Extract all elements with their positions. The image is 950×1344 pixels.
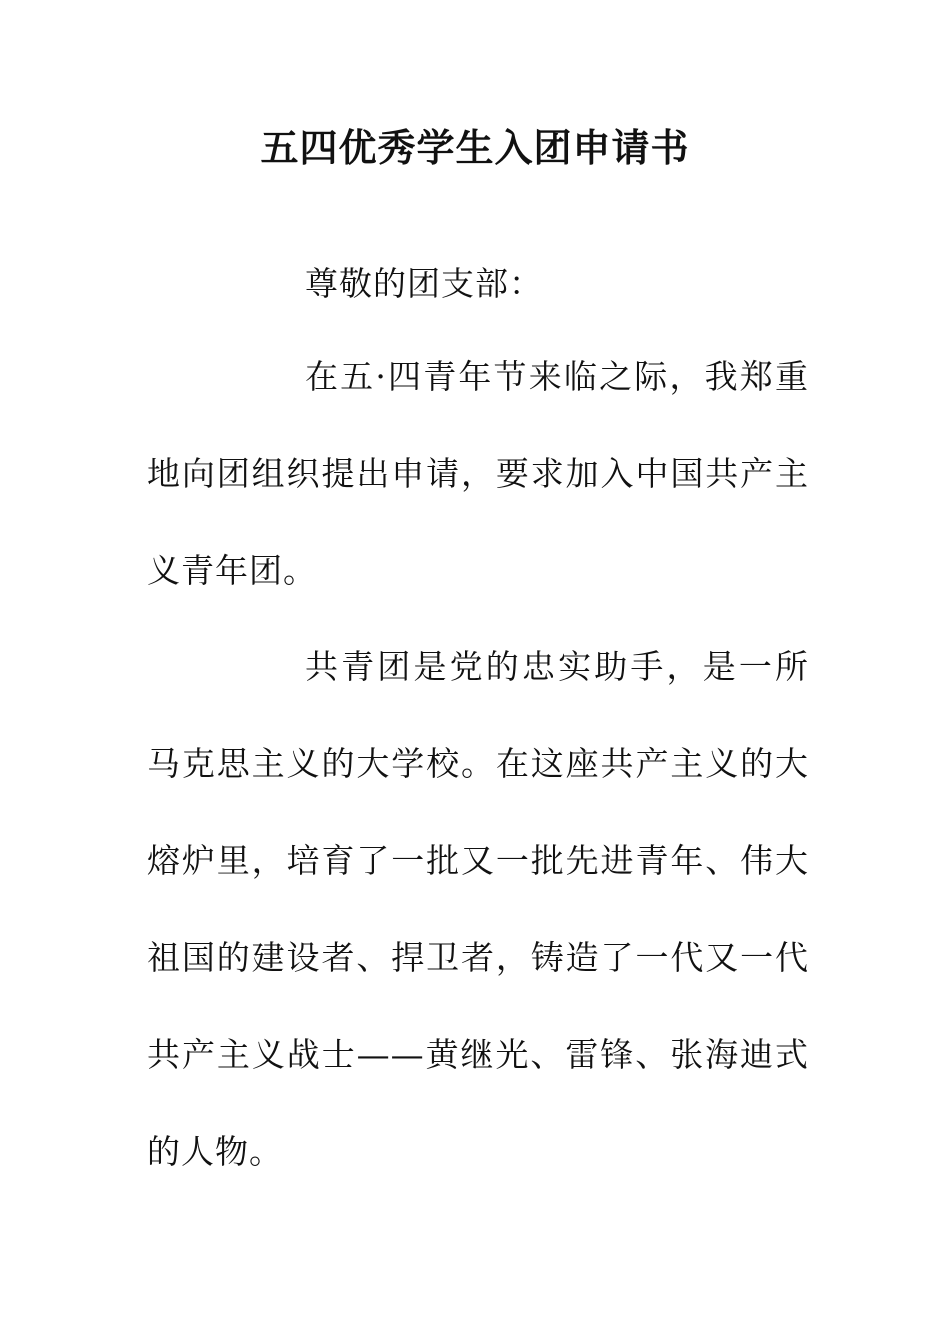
salutation: 尊敬的团支部： (305, 264, 543, 303)
paragraph-league-description: 共青团是党的忠实助手，是一所马克思主义的大学校。在这座共产主义的大熔炉里，培育了一批又一批先进青年、伟大祖国的建设者、捍卫者，铸造了一代又一代共产主义战士——黄继光、雷锋、张海迪式的人物。 (147, 647, 809, 1171)
paragraph-intro: 在五·四青年节来临之际，我郑重地向团组织提出申请，要求加入中国共产主义青年团。 (147, 357, 809, 590)
document-title: 五四优秀学生入团申请书 (260, 126, 690, 170)
